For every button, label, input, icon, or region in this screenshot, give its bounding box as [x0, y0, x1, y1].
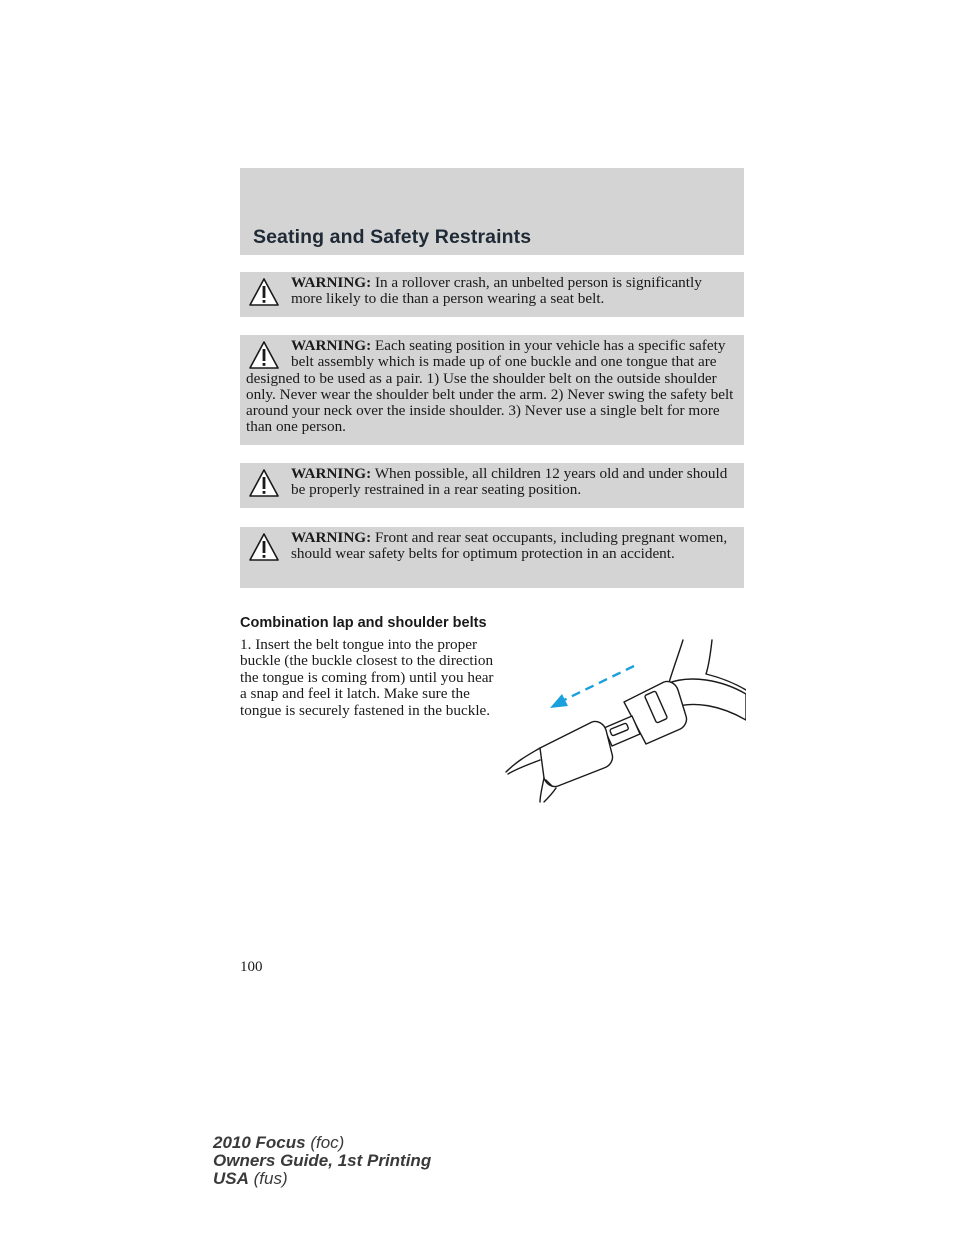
page-number: 100	[240, 959, 263, 975]
section-header-band	[240, 168, 744, 255]
footer-edition: Owners Guide, 1st Printing	[213, 1151, 432, 1170]
warning-text: In a rollover crash, an unbelted person is significantly more likely to die than a person wearing a seat belt.	[291, 274, 702, 308]
warning-label: WARNING:	[291, 337, 372, 354]
warning-box-2	[240, 335, 744, 445]
footer-market: USA	[213, 1169, 249, 1188]
warning-text: Front and rear seat occupants, including pregnant women, should wear safety belts for optimum protection in an accident.	[291, 529, 728, 563]
warning-label: WARNING:	[291, 274, 372, 291]
warning-text: Each seating position in your vehicle has a specific safety belt assembly which is made up of one buckle and one tongue that are designed to be used as a pair. 1) Use the shoulder belt on the outside shoulder only. Never wear the shoulder belt under the arm. 2) Never swing the safety belt around your neck over the inside shoulder. 3) Never use a single belt for more than one person.	[246, 337, 734, 436]
warning-box-3	[240, 463, 744, 508]
footer-market-code: (fus)	[253, 1169, 288, 1188]
footer-model-code: (foc)	[310, 1133, 345, 1152]
warning-triangle-icon	[248, 277, 280, 307]
footer-model: 2010 Focus	[213, 1133, 306, 1152]
warning-label: WARNING:	[291, 529, 372, 546]
arrow-head-icon	[550, 694, 568, 708]
footer-imprint	[213, 1134, 431, 1188]
warning-text: When possible, all children 12 years old and under should be properly restrained in a rear seating position.	[291, 465, 728, 499]
step-1-text: 1. Insert the belt tongue into the proper buckle (the buckle closest to the direction the tongue is coming from) until you hear a snap and feel it latch. Make sure the tongue is securely fastened in the buckle.	[240, 636, 494, 719]
warning-triangle-icon	[248, 532, 280, 562]
warning-box-4	[240, 527, 744, 588]
subsection-title: Combination lap and shoulder belts	[240, 615, 487, 631]
seat-belt-buckle-illustration	[500, 636, 746, 806]
warning-triangle-icon	[248, 468, 280, 498]
warning-triangle-icon	[248, 340, 280, 370]
section-title: Seating and Safety Restraints	[253, 226, 532, 248]
warning-box-1	[240, 272, 744, 317]
warning-label: WARNING:	[291, 465, 372, 482]
